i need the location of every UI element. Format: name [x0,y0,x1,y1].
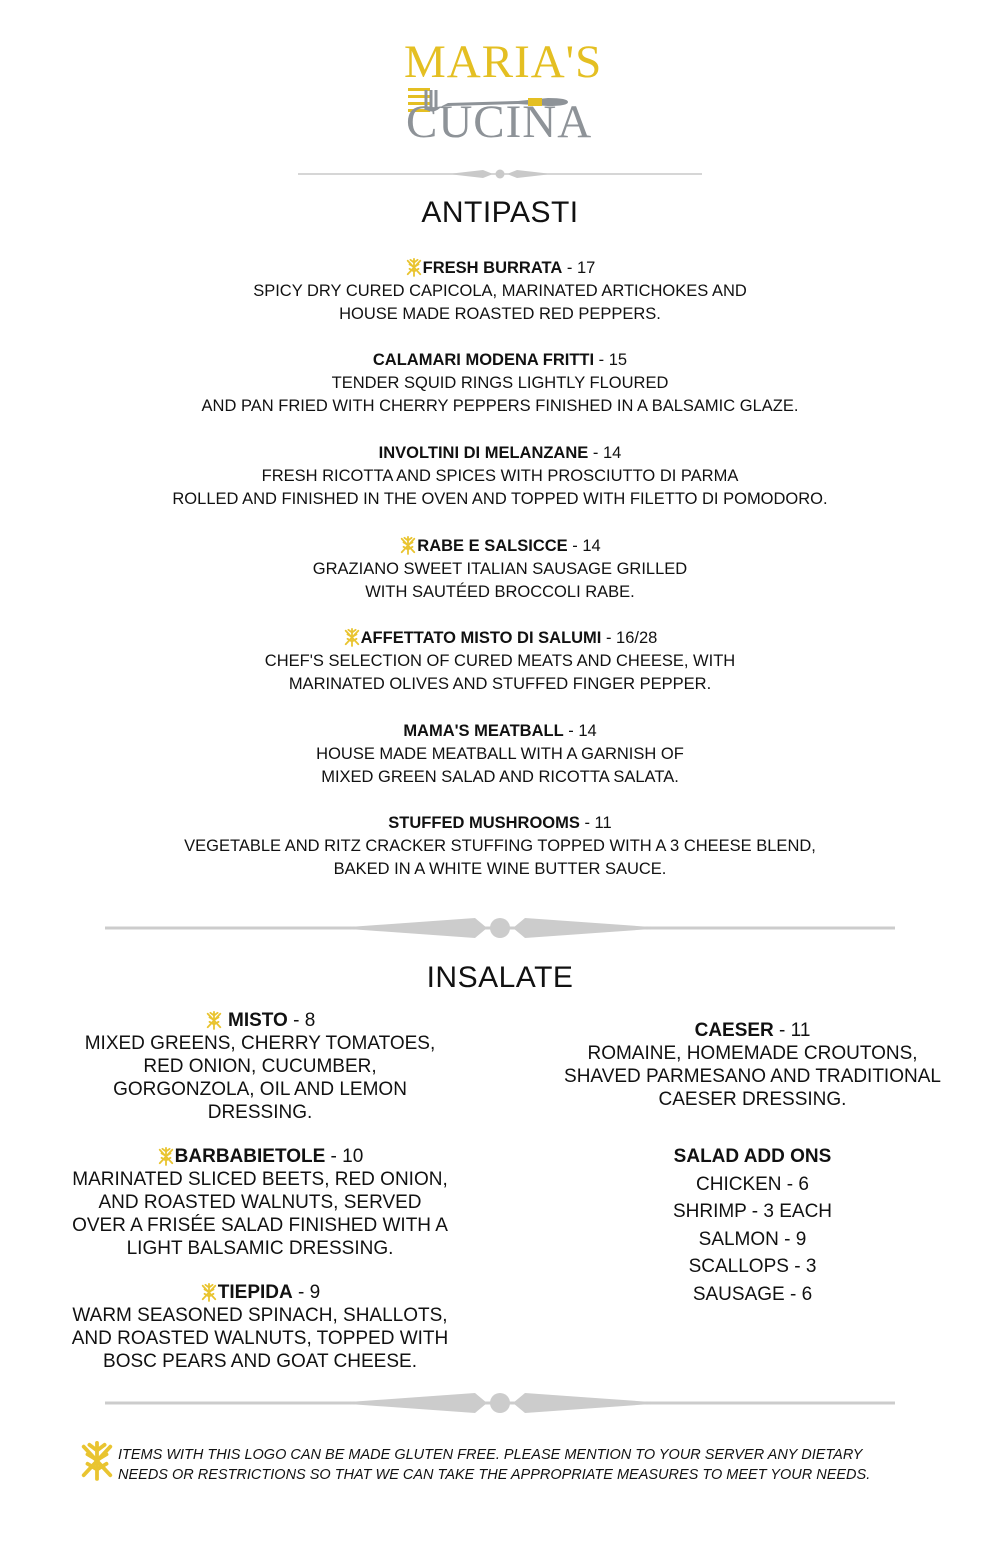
item-price: - 14 [563,722,597,740]
item-description-line: MIXED GREEN SALAD AND RICOTTA SALATA. [321,768,679,786]
item-description-line: SHAVED PARMESANO AND TRADITIONAL [564,1066,941,1087]
item-price: - 14 [588,444,622,462]
menu-item-rabe-e-salsicce [100,535,900,604]
item-description-line: MARINATED SLICED BEETS, RED ONION, [72,1169,448,1190]
item-price: - 10 [325,1146,364,1167]
item-price: - 16/28 [601,629,658,647]
menu-item-caeser [545,1019,960,1111]
add-on-item: CHICKEN - 6 [696,1174,809,1195]
section-divider [105,914,895,942]
notice-line: NEEDS OR RESTRICTIONS SO THAT WE CAN TAKE THE APPROPRIATE MEASURES TO MEET YOUR NEEDS. [118,1467,871,1483]
menu-item-tiepida [50,1281,470,1373]
item-name: RABE E SALSICCE [417,537,568,555]
item-price: - 14 [567,537,601,555]
item-price: - 15 [594,351,628,369]
item-description-line: WARM SEASONED SPINACH, SHALLOTS, [72,1305,448,1326]
item-name: AFFETTATO MISTO DI SALUMI [360,629,602,647]
logo-name-bottom: CUCINA [406,96,593,148]
gluten-free-icon [399,535,417,555]
gluten-free-icon [205,1010,223,1030]
item-description-line: DRESSING. [207,1102,313,1123]
item-description-line: LIGHT BALSAMIC DRESSING. [126,1238,394,1259]
add-on-item: SCALLOPS - 3 [688,1256,817,1277]
item-description-line: TENDER SQUID RINGS LIGHTLY FLOURED [331,374,669,392]
menu-item-misto [50,1009,470,1124]
item-price: - 11 [579,814,612,832]
add-on-item: SHRIMP - 3 EACH [672,1201,833,1222]
item-description-line: HOUSE MADE MEATBALL WITH A GARNISH OF [316,745,684,763]
menu-item-fresh-burrata [100,257,900,326]
item-description-line: VEGETABLE AND RITZ CRACKER STUFFING TOPPED WITH A 3 CHEESE BLEND, [184,837,816,855]
item-description-line: BAKED IN A WHITE WINE BUTTER SAUCE. [333,860,667,878]
gluten-free-icon [157,1146,175,1166]
item-name: BARBABIETOLE [174,1146,326,1167]
menu-item-calamari [100,349,900,418]
item-name: CAESER [694,1020,774,1041]
item-price: - 9 [292,1282,321,1303]
item-price: - 11 [773,1020,811,1041]
item-description-line: GRAZIANO SWEET ITALIAN SAUSAGE GRILLED [312,560,688,578]
logo-name-top: MARIA'S [404,36,603,88]
add-on-item: SALMON - 9 [698,1229,807,1250]
item-description-line: AND ROASTED WALNUTS, TOPPED WITH [71,1328,449,1349]
item-description-line: WITH SAUTÉED BROCCOLI RABE. [365,583,635,601]
item-description-line: AND ROASTED WALNUTS, SERVED [98,1192,422,1213]
item-name: STUFFED MUSHROOMS [388,814,580,832]
item-name: INVOLTINI DI MELANZANE [378,444,589,462]
item-name: TIEPIDA [217,1282,293,1303]
menu-item-involtini [100,442,900,511]
antipasti-title: ANTIPASTI [421,196,579,229]
item-description-line: HOUSE MADE ROASTED RED PEPPERS. [339,305,661,323]
item-description-line: CAESER DRESSING. [658,1089,847,1110]
menu-item-meatball [100,720,900,789]
item-description-line: CHEF'S SELECTION OF CURED MEATS AND CHEESE, WITH [264,652,736,670]
item-price: - 8 [287,1010,316,1031]
item-description-line: MIXED GREENS, CHERRY TOMATOES, [84,1033,436,1054]
item-description-line: AND PAN FRIED WITH CHERRY PEPPERS FINISHED IN A BALSAMIC GLAZE. [201,397,799,415]
item-description-line: ROMAINE, HOMEMADE CROUTONS, [587,1043,918,1064]
item-price: - 17 [562,259,596,277]
gluten-free-icon [343,627,361,647]
menu-item-affettato [100,627,900,696]
item-description-line: FRESH RICOTTA AND SPICES WITH PROSCIUTTO DI PARMA [261,467,739,485]
bottom-divider [105,1389,895,1417]
item-name: MISTO [228,1010,288,1031]
item-name: CALAMARI MODENA FRITTI [372,351,595,369]
gluten-free-notice [118,1445,948,1485]
gluten-free-icon [405,257,423,277]
restaurant-logo [400,36,610,156]
item-description-line: OVER A FRISÉE SALAD FINISHED WITH A [72,1215,448,1236]
menu-item-barbabietole [50,1145,470,1260]
item-description-line: ROLLED AND FINISHED IN THE OVEN AND TOPPED WITH FILETTO DI POMODORO. [172,490,828,508]
salad-add-ons-title: SALAD ADD ONS [673,1146,832,1167]
gluten-free-logo-icon [78,1438,116,1482]
item-description-line: BOSC PEARS AND GOAT CHEESE. [103,1351,417,1372]
insalate-title: INSALATE [426,961,574,994]
add-on-item: SAUSAGE - 6 [692,1284,813,1305]
item-description-line: MARINATED OLIVES AND STUFFED FINGER PEPPER. [288,675,712,693]
top-divider [298,167,702,181]
item-description-line: RED ONION, CUCUMBER, [143,1056,377,1077]
item-name: MAMA'S MEATBALL [403,722,564,740]
gluten-free-icon [200,1282,218,1302]
notice-line: ITEMS WITH THIS LOGO CAN BE MADE GLUTEN FREE. PLEASE MENTION TO YOUR SERVER ANY DIETARY [118,1447,863,1463]
menu-item-stuffed-mushrooms [100,812,900,881]
item-name: FRESH BURRATA [422,259,563,277]
item-description-line: SPICY DRY CURED CAPICOLA, MARINATED ARTICHOKES AND [253,282,747,300]
item-description-line: GORGONZOLA, OIL AND LEMON [113,1079,407,1100]
